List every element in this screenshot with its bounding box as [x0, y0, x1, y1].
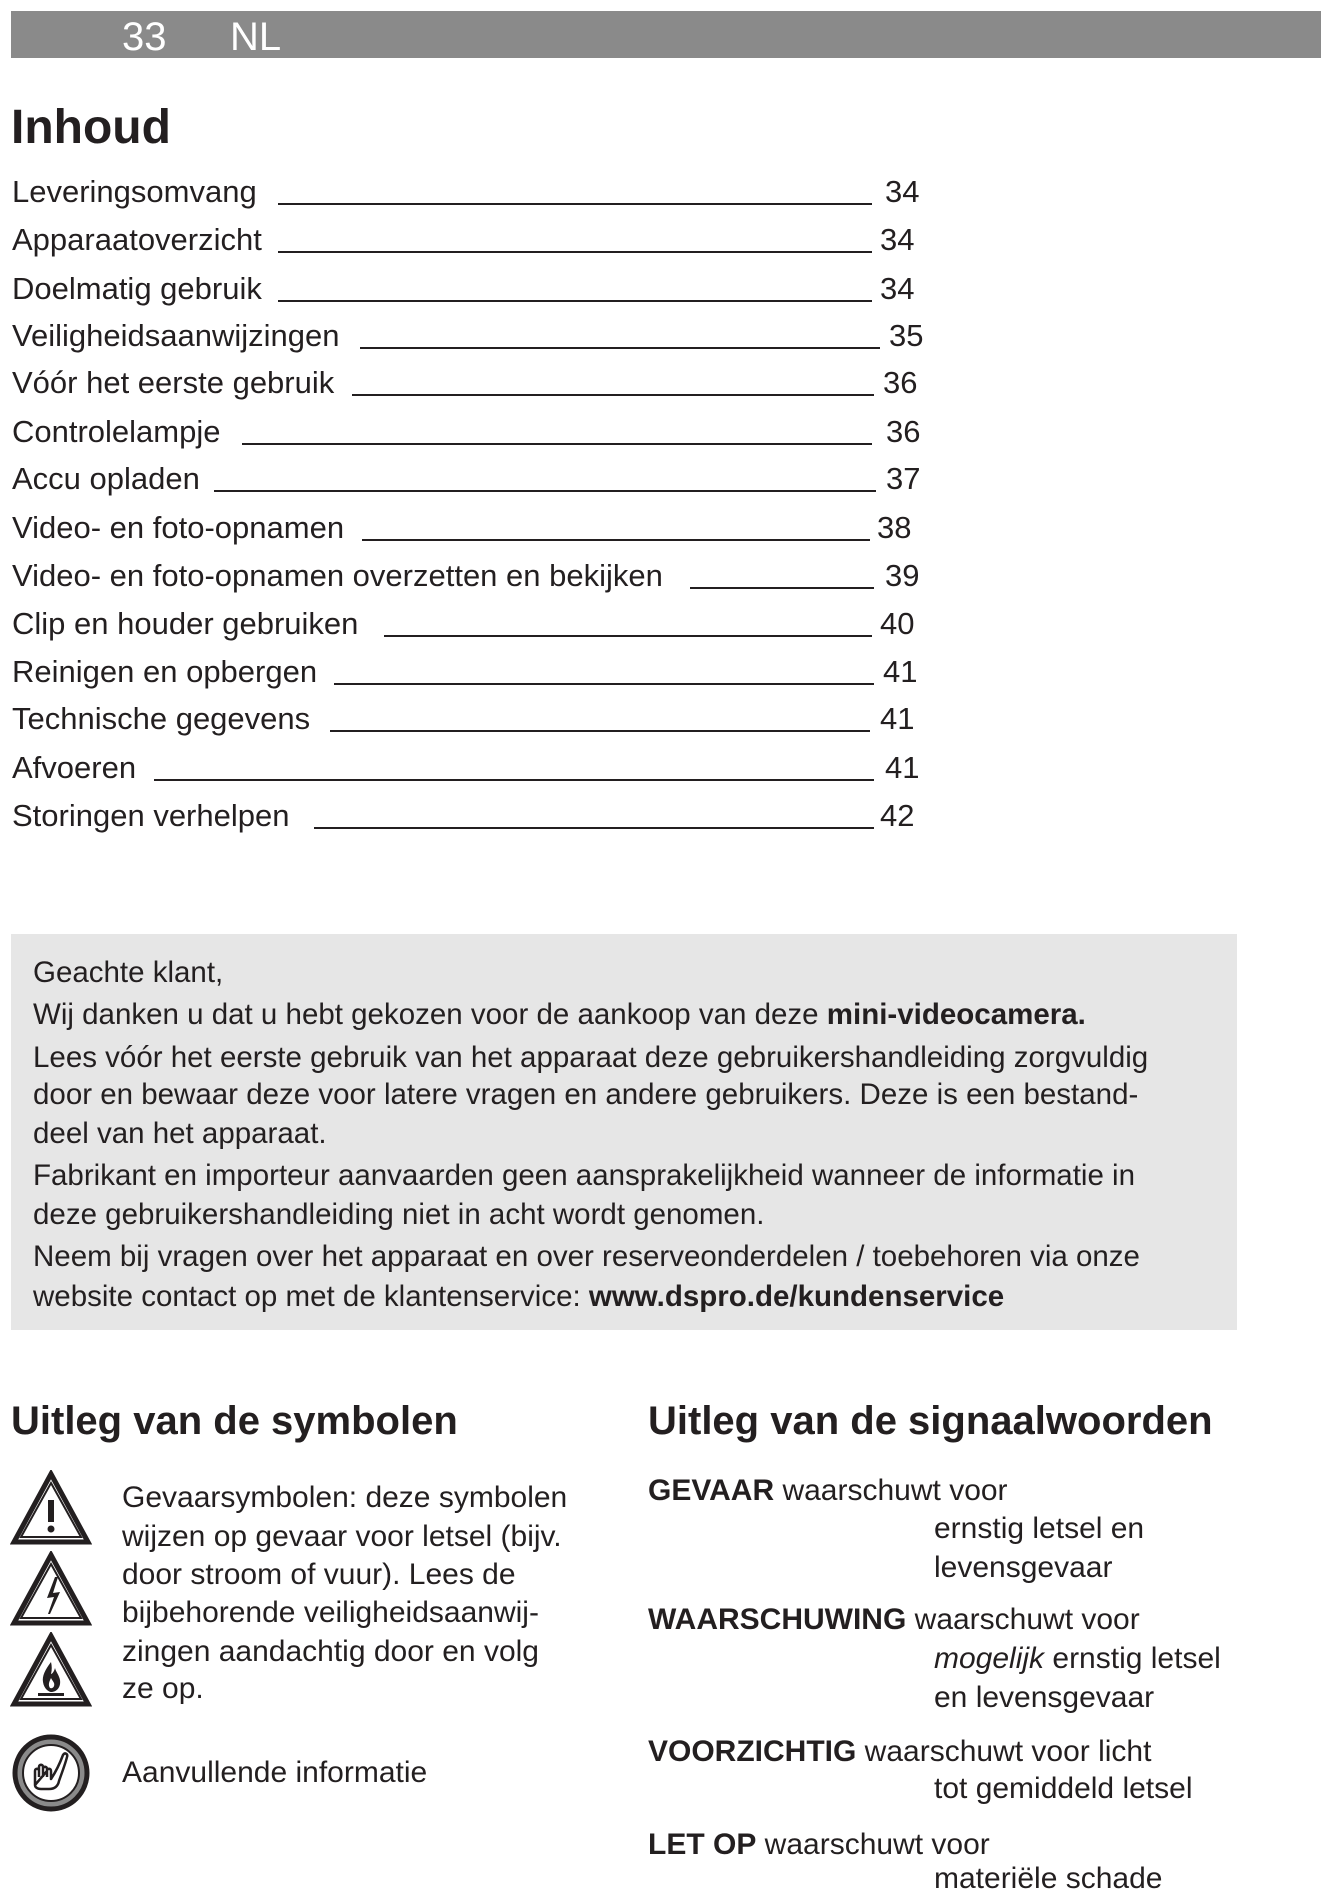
intro-box	[11, 934, 1237, 1330]
toc-entry-page: 41	[885, 750, 920, 785]
signal-waarschuwing-line3: en levensgevaar	[934, 1681, 1155, 1714]
toc-entry-page: 36	[886, 414, 921, 449]
toc-entry-page: 36	[883, 365, 918, 400]
toc-entry[interactable]	[12, 509, 910, 549]
toc-entry[interactable]	[12, 413, 921, 453]
toc-entry-label: Vóór het eerste gebruik	[12, 365, 335, 400]
intro-read-line: Lees vóór het eerste gebruik van het apparaat deze gebruikershandleiding zorgvuldig	[33, 1041, 1149, 1074]
toc-entry-page: 41	[880, 701, 915, 736]
signal-gevaar	[648, 1472, 1008, 1510]
intro-read-line: deel van het apparaat.	[33, 1117, 327, 1150]
intro-thanks-text: Wij danken u dat u hebt gekozen voor de aankoop van deze	[33, 998, 827, 1031]
intro-contact-line: Neem bij vragen over het apparaat en over reserveonderdelen / toebehoren via onze	[33, 1240, 1140, 1273]
signal-letop-line2: materiële schade	[934, 1862, 1163, 1895]
intro-contact-text: website contact op met de klantenservice:	[33, 1280, 589, 1313]
signal-word: LET OP	[648, 1828, 757, 1861]
toc-entry[interactable]	[12, 700, 915, 740]
intro-thanks	[33, 996, 1086, 1034]
intro-read-line: door en bewaar deze voor latere vragen en andere gebruikers. Deze is een bestand-	[33, 1078, 1139, 1111]
signal-voorzichtig-line2: tot gemiddeld letsel	[934, 1772, 1193, 1805]
product-name: mini-videocamera.	[826, 998, 1086, 1031]
signal-waarschuwing-line2	[934, 1640, 1221, 1678]
fire-hazard-icon	[10, 1632, 92, 1708]
signal-text: ernstig letsel	[1044, 1642, 1221, 1675]
warning-exclamation-icon	[10, 1470, 92, 1546]
signal-text: waarschuwt voor	[906, 1603, 1140, 1636]
signal-gevaar-line2: ernstig letsel en	[934, 1512, 1145, 1545]
signal-word: WAARSCHUWING	[648, 1603, 907, 1636]
hand-info-icon	[11, 1733, 91, 1813]
toc-entry[interactable]	[12, 749, 920, 789]
toc-leader	[330, 730, 870, 732]
signal-gevaar-line3: levensgevaar	[934, 1551, 1113, 1584]
toc-leader	[278, 300, 872, 302]
signal-text: waarschuwt voor licht	[856, 1735, 1152, 1768]
toc-entry-label: Apparaatoverzicht	[12, 222, 262, 257]
signal-waarschuwing	[648, 1601, 1140, 1639]
signal-voorzichtig	[648, 1733, 1151, 1771]
intro-contact-line	[33, 1278, 1004, 1316]
signals-title: Uitleg van de signaalwoorden	[648, 1399, 1213, 1443]
toc-entry-label: Controlelampje	[12, 414, 221, 449]
signal-text: waarschuwt voor	[774, 1474, 1008, 1507]
toc-entry-page: 35	[889, 318, 924, 353]
toc-entry-page: 38	[877, 510, 912, 545]
hazard-text-line: zingen aandachtig door en volg	[122, 1635, 539, 1668]
toc-entry-label: Video- en foto-opnamen overzetten en bekijken	[12, 558, 663, 593]
toc-entry-page: 40	[880, 606, 915, 641]
page-number: 33	[122, 15, 167, 59]
toc-title: Inhoud	[11, 101, 171, 154]
intro-liability-line: Fabrikant en importeur aanvaarden geen aansprakelijkheid wanneer de informatie in	[33, 1159, 1136, 1192]
toc-leader	[242, 443, 872, 445]
page-header-bar	[11, 11, 1321, 58]
hazard-text-line: Gevaarsymbolen: deze symbolen	[122, 1481, 568, 1514]
toc-leader	[278, 251, 872, 253]
toc-entry-page: 42	[880, 798, 915, 833]
toc-leader	[690, 587, 874, 589]
toc-entry-page: 39	[885, 558, 920, 593]
info-text: Aanvullende informatie	[122, 1756, 428, 1789]
toc-leader	[154, 779, 874, 781]
toc-entry[interactable]	[12, 797, 915, 837]
toc-entry[interactable]	[12, 653, 918, 693]
toc-entry-page: 34	[880, 271, 915, 306]
language-code: NL	[230, 15, 282, 59]
toc-entry[interactable]	[12, 460, 921, 500]
toc-leader	[362, 539, 870, 541]
toc-entry-label: Afvoeren	[12, 750, 137, 785]
hazard-text-line: bijbehorende veiligheidsaanwij-	[122, 1596, 539, 1629]
toc-entry-label: Technische gegevens	[12, 701, 311, 736]
signal-word: GEVAAR	[648, 1474, 775, 1507]
toc-leader	[314, 827, 874, 829]
toc-entry-label: Accu opladen	[12, 461, 200, 496]
toc-entry[interactable]	[12, 317, 924, 357]
toc-entry-label: Video- en foto-opnamen	[12, 510, 345, 545]
website-link[interactable]: www.dspro.de/kundenservice	[588, 1280, 1005, 1313]
toc-entry[interactable]	[12, 221, 915, 261]
hazard-text-line: door stroom of vuur). Lees de	[122, 1558, 516, 1591]
toc-entry[interactable]	[12, 364, 918, 404]
toc-leader	[384, 635, 872, 637]
toc-entry[interactable]	[12, 605, 915, 645]
toc-entry-label: Veiligheidsaanwijzingen	[12, 318, 340, 353]
toc-leader	[360, 347, 880, 349]
hazard-text-line: ze op.	[122, 1672, 204, 1705]
toc-entry[interactable]	[12, 173, 920, 213]
electric-shock-icon	[10, 1551, 92, 1627]
toc-entry-page: 37	[886, 461, 921, 496]
toc-entry-page: 34	[880, 222, 915, 257]
toc-entry-label: Leveringsomvang	[12, 174, 257, 209]
intro-greeting: Geachte klant,	[33, 956, 224, 989]
toc-entry-label: Doelmatig gebruik	[12, 271, 262, 306]
signal-word: VOORZICHTIG	[648, 1735, 857, 1768]
toc-entry-label: Clip en houder gebruiken	[12, 606, 359, 641]
hazard-text-line: wijzen op gevaar voor letsel (bijv.	[122, 1520, 562, 1553]
toc-leader	[214, 490, 876, 492]
signal-text: waarschuwt voor	[756, 1828, 990, 1861]
toc-entry-page: 41	[883, 654, 918, 689]
toc-leader	[278, 203, 872, 205]
symbols-title: Uitleg van de symbolen	[11, 1399, 458, 1443]
toc-entry-label: Reinigen en opbergen	[12, 654, 318, 689]
toc-entry-page: 34	[885, 174, 920, 209]
signal-letop	[648, 1826, 990, 1864]
toc-entry[interactable]	[12, 270, 915, 310]
toc-entry[interactable]	[12, 557, 920, 597]
emphasis-text: mogelijk	[934, 1642, 1045, 1675]
toc-entry-label: Storingen verhelpen	[12, 798, 290, 833]
toc-leader	[352, 394, 874, 396]
intro-liability-line: deze gebruikershandleiding niet in acht wordt genomen.	[33, 1198, 765, 1231]
toc-leader	[334, 683, 874, 685]
